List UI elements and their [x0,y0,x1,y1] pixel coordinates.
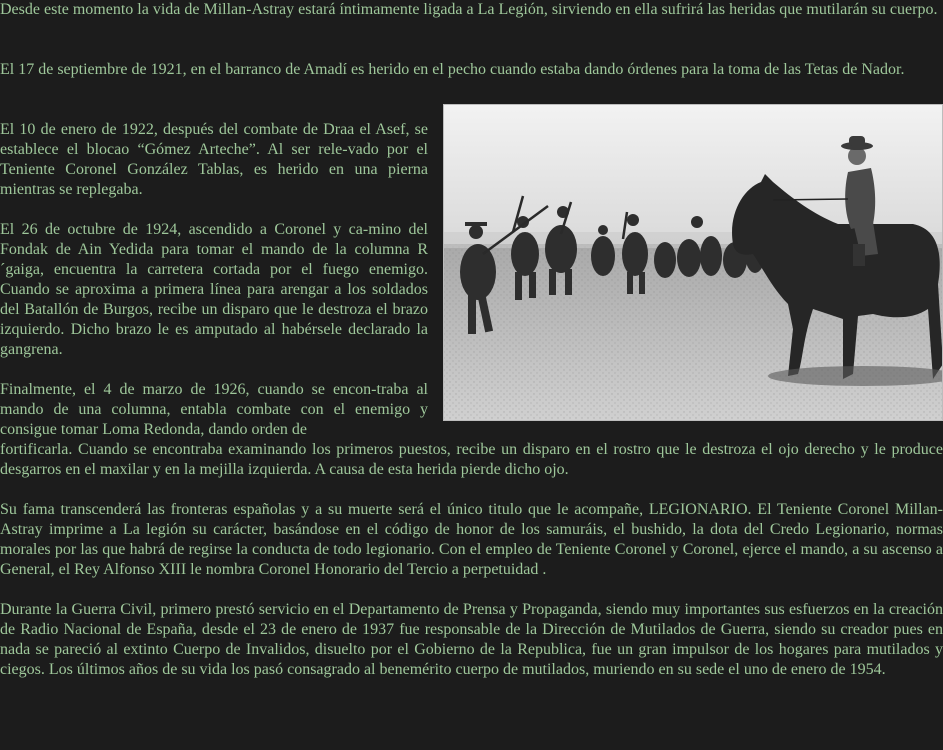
paragraph-1922-wound: El 10 de enero de 1922, después del combate de Draa el Asef, se establece el blocao “Gómez Arteche”. Al ser rele-vado por el Teniente Coronel González Tablas, es herido en una pierna mientras se replegaba. [0,121,428,198]
paragraph-1926-wound-end: fortificarla. Cuando se encontraba examinando los primeros puestos, recibe un disparo en el rostro que le destroza el ojo derecho y le produce desgarros en el maxilar y en la mejilla izquierda. A causa de esta herida pierde dicho ojo. [0,441,943,478]
paragraph-1926-wound-start: Finalmente, el 4 de marzo de 1926, cuando se encon-traba al mando de una columna, entabla combate con el enemigo y consigue tomar Loma Redonda, dando orden de [0,381,428,438]
paragraph-legionario-fame: Su fama transcenderá las fronteras españolas y a su muerte será el único titulo que le acompañe, LEGIONARIO. El Teniente Coronel Millan-Astray imprime a La legión su carácter, basándose en el código de honor de los samuráis, el bushido, la dota del Credo Legionario, normas morales por las que habrá de regirse la conducta de todo legionario. Con el empleo de Teniente Coronel y Coronel, ejerce el mando, a su ascenso a General, el Rey Alfonso XIII le nombra Coronel Honorario del Tercio a perpetuidad . [0,501,943,578]
paragraph-legion-life: Desde este momento la vida de Millan-Astray estará íntimamente ligada a La Legión, sirviendo en ella sufrirá las heridas que mutilarán su cuerpo. [0,1,938,18]
paragraph-1921-wound: El 17 de septiembre de 1921, en el barranco de Amadí es herido en el pecho cuando estaba dando órdenes para la toma de las Tetas de Nador. [0,61,905,78]
historical-photo-officer-on-horse [443,104,943,421]
paragraph-civil-war: Durante la Guerra Civil, primero prestó servicio en el Departamento de Prensa y Propaganda, siendo muy importantes sus esfuerzos en la creación de Radio Nacional de España, desde el 23 de enero de 1937 fue responsable de la Dirección de Mutilados de Guerra, siendo su creador pues en nada se pareció al extinto Cuerpo de Invalidos, disuelto por el Gobierno de la Republica, fue un gran impulsor de los hogares para mutilados y ciegos. Los últimos años de su vida los pasó consagrado al benemérito cuerpo de mutilados, muriendo en su sede el uno de enero de 1954. [0,601,943,678]
paragraph-1924-wound: El 26 de octubre de 1924, ascendido a Coronel y ca-mino del Fondak de Ain Yedida para tomar el mando de la columna R´gaiga, encuentra la carretera cortada por el fuego enemigo. Cuando se aproxima a primera línea para arengar a los soldados del Batallón de Burgos, recibe un disparo que le destroza el brazo izquierdo. Dicho brazo le es amputado al habérsele declarado la gangrena. [0,221,428,358]
photo-illustration [443,104,943,421]
